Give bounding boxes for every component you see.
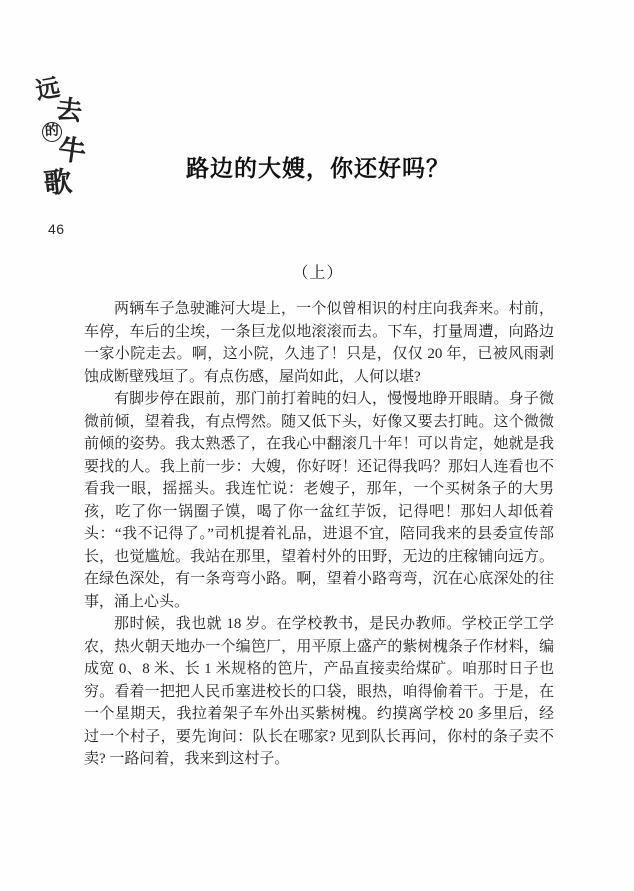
logo-char: 远 [33, 75, 63, 105]
calligraphy-series-logo [30, 76, 94, 208]
logo-char: 牛 [56, 134, 89, 169]
paragraph: 那时候，我也就 18 岁。在学校教书，是民办教师。学校正学工学农，热火朝天地办一个编笆厂，用平原上盛产的紫树槐条子作材料，编成宽 0、8 米、长 1 米规格的笆片，产品直接卖给煤矿。咱那时日子也穷。看着一把把人民币塞进校长的口袋，眼热，咱得偷着干。于是，在一个星期天，我拉着架子车外出买紫树槐。约摸离学校 20 多里后，经过一个村子，要先询问：队长在哪家? 见到队长再问，你村的条子卖不卖? 一路问着，我来到这村子。 [84, 616, 554, 767]
logo-char-circled: 的 [41, 121, 62, 142]
paragraph: 两辆车子急驶濉河大堤上，一个似曾相识的村庄向我奔来。村前，车停，车后的尘埃，一条巨龙似地滚滚而去。下车，打量周遭，向路边一家小院走去。啊，这小院，久违了！只是，仅仅 20 年，已被风雨剥蚀成断壁残垣了。有点伤感，屋尚如此，人何以堪? [84, 301, 554, 385]
article-title: 路边的大嫂，你还好吗？ [186, 156, 450, 181]
logo-char: 歌 [42, 166, 74, 201]
page-number: 46 [48, 221, 65, 237]
paragraph: 有脚步停在跟前，那门前打着盹的妇人，慢慢地睁开眼睛。身子微微前倾，望着我，有点愕然。随又低下头，好像又要去打盹。这个微微前倾的姿势。我太熟悉了，在我心中翻滚几十年！可以肯定，她就是我要找的人。我上前一步：大嫂，你好呀！还记得我吗？那妇人连看也不看我一眼，摇摇头。我连忙说：老嫂子，那年，一个买树条子的大男孩，吃了你一锅圈子馍，喝了你一盆红芋饭，记得吧！那妇人却低着头：“我不记得了。”司机提着礼品，进退不宜，陪同我来的县委宣传部长，也觉尴尬。我站在那里，望着村外的田野，无边的庄稼铺向远方。在绿色深处，有一条弯弯小路。啊，望着小路弯弯，沉在心底深处的往事，涌上心头。 [84, 391, 554, 610]
article-body [84, 298, 554, 771]
logo-char: 去 [54, 94, 84, 127]
section-heading: （上） [292, 265, 344, 282]
